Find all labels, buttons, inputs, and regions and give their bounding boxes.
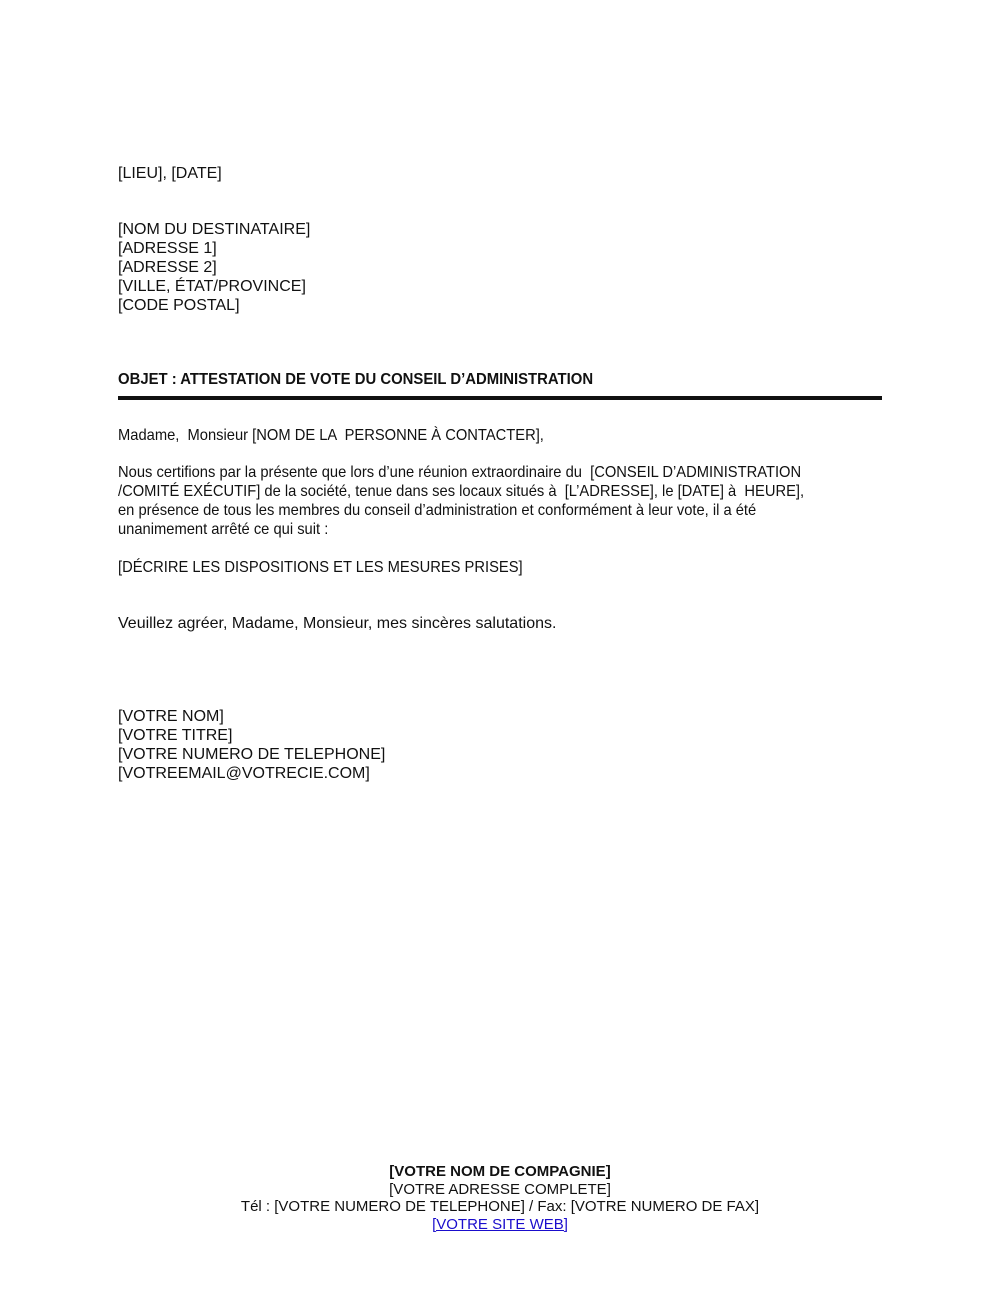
footer-address: [VOTRE ADRESSE COMPLETE] — [389, 1180, 611, 1198]
salutation — [118, 426, 544, 445]
recipient-postal-code: [CODE POSTAL] — [118, 297, 240, 314]
recipient-address-1: [ADRESSE 1] — [118, 240, 217, 257]
signature-email: [VOTREEMAIL@VOTRECIE.COM] — [118, 765, 370, 782]
subject-line: OBJET : ATTESTATION DE VOTE DU CONSEIL D’ADMINISTRATION — [118, 371, 594, 388]
signature-phone: [VOTRE NUMERO DE TELEPHONE] — [118, 746, 386, 763]
footer-contact: Tél : [VOTRE NUMERO DE TELEPHONE] / Fax: [VOTRE NUMERO DE FAX] — [240, 1198, 760, 1215]
footer-website-link[interactable]: [VOTRE SITE WEB] — [432, 1215, 568, 1233]
place-date-text: [LIEU], [DATE] — [118, 165, 222, 182]
body-line: Nous certifions par la présente que lors d’une réunion extraordinaire du [CONSEIL D’ADMINISTRATION — [118, 464, 802, 481]
recipient-city-state: [VILLE, ÉTAT/PROVINCE] — [118, 278, 306, 295]
signature-title: [VOTRE TITRE] — [118, 727, 233, 744]
signature-block — [118, 707, 385, 783]
closing-text: Veuillez agréer, Madame, Monsieur, mes sincères salutations. — [118, 615, 557, 632]
recipient-name: [NOM DU DESTINATAIRE] — [118, 221, 311, 238]
salutation-text: Madame, Monsieur [NOM DE LA PERSONNE À CONTACTER], — [118, 427, 544, 444]
recipient-address-block — [118, 220, 310, 315]
closing — [118, 614, 556, 633]
measures-placeholder — [118, 558, 523, 577]
subject-divider — [118, 396, 882, 400]
place-date — [118, 164, 222, 183]
signature-name: [VOTRE NOM] — [118, 708, 224, 725]
recipient-address-2: [ADRESSE 2] — [118, 259, 217, 276]
body-line: /COMITÉ EXÉCUTIF] de la société, tenue dans ses locaux situés à [L’ADRESSE], le [DATE] à HEURE], — [118, 483, 805, 500]
body-line: en présence de tous les membres du conseil d’administration et conformément à leur vote, il a été — [118, 502, 757, 519]
letterhead-footer — [0, 1163, 1000, 1233]
body-paragraph — [118, 463, 804, 539]
measures-text: [DÉCRIRE LES DISPOSITIONS ET LES MESURES PRISES] — [118, 559, 523, 576]
body-line: unanimement arrêté ce qui suit : — [118, 521, 329, 538]
footer-company-name: [VOTRE NOM DE COMPAGNIE] — [389, 1163, 611, 1180]
